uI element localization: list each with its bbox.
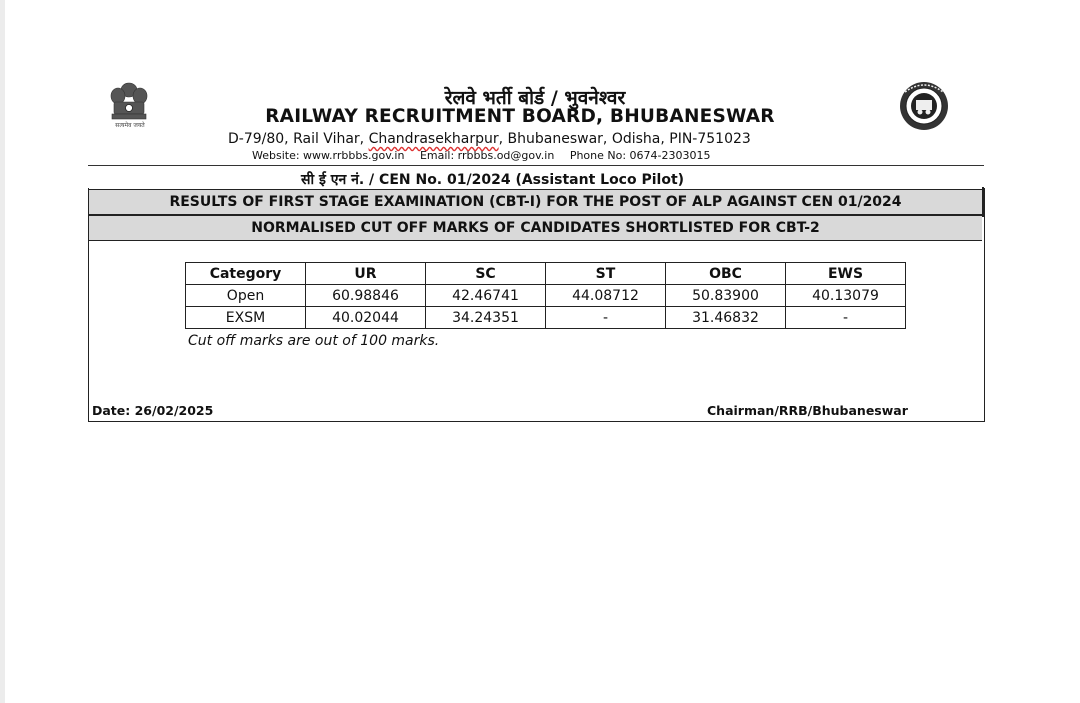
notice-date: Date: 26/02/2025	[92, 403, 214, 418]
contact-line	[252, 149, 872, 162]
header-category: Category	[186, 263, 306, 285]
address-prefix: D-79/80, Rail Vihar,	[228, 131, 369, 147]
table-cell: -	[546, 307, 666, 329]
website-text: Website: www.rrbbbs.gov.in	[252, 149, 405, 162]
email-text: Email: rrbbbs.od@gov.in	[419, 149, 555, 162]
table-cell: 42.46741	[426, 285, 546, 307]
board-address	[228, 131, 868, 147]
frame-edge	[982, 187, 984, 217]
table-row	[186, 307, 906, 329]
table-header-row	[186, 263, 906, 285]
emblem-caption: सत्यमेव जयते	[115, 122, 145, 129]
header-obc: OBC	[666, 263, 786, 285]
address-place: Chandrasekharpur	[368, 131, 499, 147]
phone-text: Phone No: 0674-2303015	[569, 149, 711, 162]
table-cell: 50.83900	[666, 285, 786, 307]
cutoff-note: Cut off marks are out of 100 marks.	[188, 333, 440, 349]
results-heading: RESULTS OF FIRST STAGE EXAMINATION (CBT-I) FOR THE POST OF ALP AGAINST CEN 01/2024	[89, 189, 982, 215]
table-cell: Open	[186, 285, 306, 307]
header-ur: UR	[306, 263, 426, 285]
board-title-english: RAILWAY RECRUITMENT BOARD, BHUBANESWAR	[265, 106, 775, 127]
header-ews: EWS	[786, 263, 906, 285]
table-cell: -	[786, 307, 906, 329]
table-cell: 60.98846	[306, 285, 426, 307]
signatory: Chairman/RRB/Bhubaneswar	[707, 403, 908, 418]
cen-number: सी ई एन नं. / CEN No. 01/2024 (Assistant Loco Pilot)	[301, 172, 685, 188]
table-row	[186, 285, 906, 307]
table-cell: 31.46832	[666, 307, 786, 329]
cutoff-heading: NORMALISED CUT OFF MARKS OF CANDIDATES SHORTLISTED FOR CBT-2	[89, 215, 982, 241]
board-title-hindi: रेलवे भर्ती बोर्ड / भुवनेश्वर	[444, 87, 626, 109]
address-suffix: , Bhubaneswar, Odisha, PIN-751023	[498, 131, 751, 147]
table-cell: 40.13079	[786, 285, 906, 307]
table-cell: 34.24351	[426, 307, 546, 329]
header-sc: SC	[426, 263, 546, 285]
table-cell: EXSM	[186, 307, 306, 329]
table-cell: 40.02044	[306, 307, 426, 329]
cutoff-marks-table	[185, 262, 906, 329]
table-cell: 44.08712	[546, 285, 666, 307]
header-divider	[88, 165, 984, 166]
header-st: ST	[546, 263, 666, 285]
